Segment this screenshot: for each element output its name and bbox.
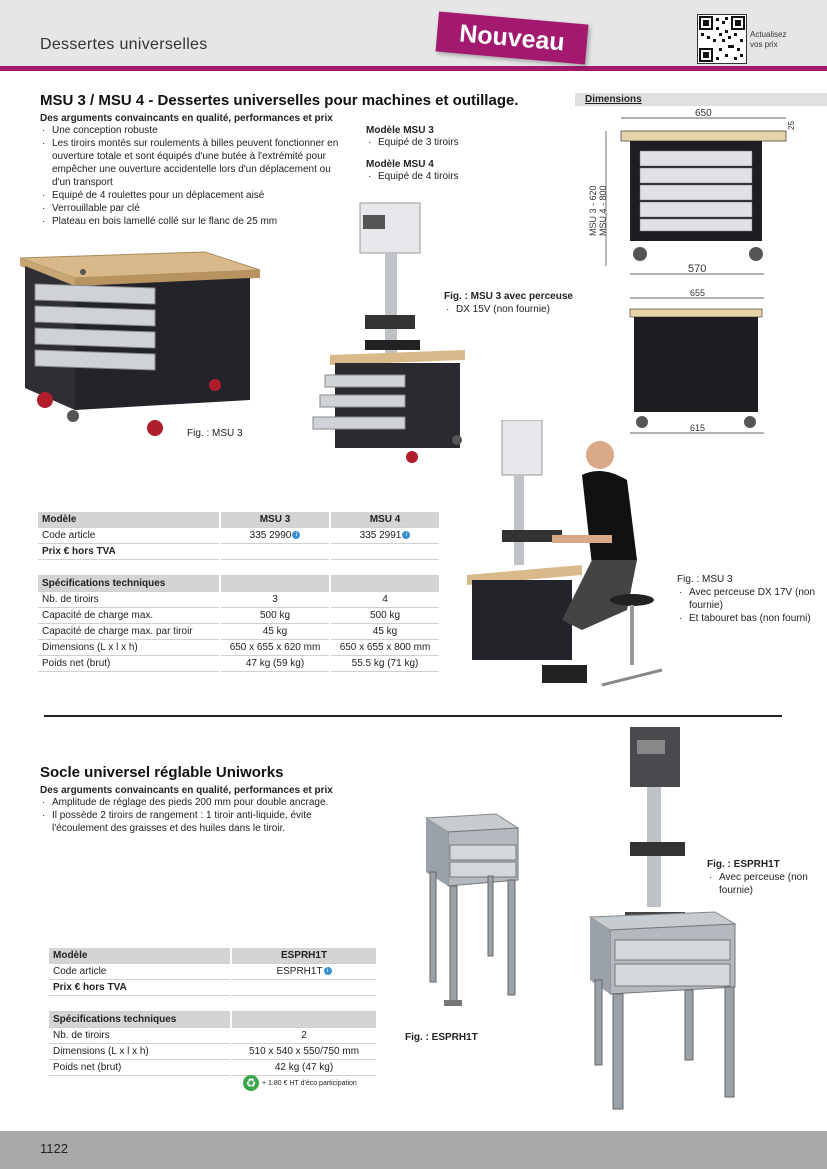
header-accent-line: [0, 66, 827, 71]
dim-top-width: 650: [695, 108, 712, 119]
table-row: Prix € hors TVA: [49, 980, 376, 996]
fig-stand-caption: Fig. : ESPRH1T: [405, 1032, 478, 1043]
table-row: Code article ESPRH1T i: [49, 964, 376, 980]
info-icon[interactable]: i: [324, 967, 332, 975]
dim-bottom-width: 570: [688, 263, 707, 275]
dim-side-top: 655: [690, 288, 706, 298]
fig-msu3-caption: Fig. : MSU 3: [187, 428, 243, 439]
footer-bar: [0, 1131, 827, 1169]
qr-caption: Actualisez vos prix: [750, 30, 787, 49]
table-row: Prix € hors TVA: [38, 544, 439, 560]
fig-perceuse-caption: Fig. : MSU 3 avec perceuse · DX 15V (non fournie): [444, 290, 594, 316]
fig-operator-title: Fig. : MSU 3: [677, 574, 733, 585]
msu-title: MSU 3 / MSU 4 - Dessertes universelles pour machines et outillage.: [40, 92, 519, 109]
section-title: Dessertes universelles: [40, 36, 208, 53]
socle-title: Socle universel réglable Uniworks: [40, 764, 284, 781]
qr-code-icon[interactable]: [697, 14, 747, 64]
table-row: Dimensions (L x l x h) 510 x 540 x 550/750 mm: [49, 1044, 376, 1060]
table-row: Poids net (brut) 42 kg (47 kg): [49, 1060, 376, 1076]
dimensions-header: Dimensions: [575, 93, 827, 106]
dimensions-drawing: [578, 106, 827, 436]
table-row: Nb. de tiroirs 2: [49, 1028, 376, 1044]
model4-title: Modèle MSU 4: [366, 159, 434, 170]
table-row: Capacité de charge max. par tiroir 45 kg 45 kg: [38, 624, 439, 640]
fig-operator-item: · Et tabouret bas (non fourni): [677, 612, 827, 625]
table-row: Dimensions (L x l x h) 650 x 655 x 620 mm 650 x 655 x 800 mm: [38, 640, 439, 656]
operator-image: [462, 420, 677, 690]
table-row: Code article 335 2990 i 335 2991 i: [38, 528, 439, 544]
stand-drill-image: [585, 722, 745, 1117]
fig-drill-caption: Fig. : ESPRH1T · Avec perceuse (non fournie): [707, 858, 817, 897]
dim-top-thick: 25: [787, 121, 796, 130]
table-section-row: Spécifications techniques: [38, 576, 439, 592]
socle-spec-table: [49, 948, 376, 1076]
model4-item: · Equipé de 4 tiroirs: [366, 170, 566, 183]
model3-title: Modèle MSU 3: [366, 125, 434, 136]
msu-arguments-title: Des arguments convaincants en qualité, performances et prix: [40, 113, 333, 124]
msu-spec-table: [38, 512, 439, 672]
socle-argument: · Amplitude de réglage des pieds 200 mm pour double ancrage.: [40, 796, 355, 809]
table-header-row: Modèle ESPRH1T: [49, 948, 376, 964]
dim-side-bottom: 615: [690, 423, 706, 433]
msu3-drill-image: [305, 195, 470, 470]
table-row: Capacité de charge max. 500 kg 500 kg: [38, 608, 439, 624]
socle-arguments: [40, 785, 360, 835]
msu-argument: · Les tiroirs montés sur roulements à billes peuvent fonctionner en ouverture totale et sont équipés d'une butée à l'extrémité pour empêcher une ouverture accidentelle lors d'un déplacement ou d'un transport: [40, 137, 350, 189]
socle-arguments-title: Des arguments convaincants en qualité, performances et prix: [40, 785, 333, 796]
table-row: [38, 560, 439, 576]
page-number: 1122: [40, 1141, 68, 1156]
table-row: [49, 996, 376, 1012]
fig-operator-item: · Avec perceuse DX 17V (non fournie): [677, 586, 827, 612]
msu-argument: · Equipé de 4 roulettes pour un déplacement aisé: [40, 189, 350, 202]
msu-argument: · Une conception robuste: [40, 124, 350, 137]
eco-note: [243, 1075, 357, 1091]
msu3-product-image: [15, 240, 265, 445]
msu-models: [366, 125, 566, 183]
fig-operator-caption: [677, 573, 827, 625]
table-section-row: Spécifications techniques: [49, 1012, 376, 1028]
msu-argument: · Plateau en bois lamellé collé sur le flanc de 25 mm: [40, 215, 350, 228]
info-icon[interactable]: i: [292, 531, 300, 539]
recycle-icon: ♻: [243, 1075, 259, 1091]
new-badge: Nouveau: [436, 12, 589, 65]
dim-height-3: MSU 3 - 620: [588, 185, 598, 236]
section-divider: [44, 715, 782, 717]
table-row: Nb. de tiroirs 3 4: [38, 592, 439, 608]
fig-perceuse-item: · DX 15V (non fournie): [444, 303, 594, 316]
stand-image: [418, 810, 526, 1010]
info-icon[interactable]: i: [402, 531, 410, 539]
fig-drill-item: · Avec perceuse (non fournie): [707, 871, 817, 897]
dim-height-4: MSU 4 - 800: [598, 185, 608, 236]
table-row: Poids net (brut) 47 kg (59 kg) 55.5 kg (71 kg): [38, 656, 439, 672]
table-header-row: Modèle MSU 3 MSU 4: [38, 512, 439, 528]
msu-argument: · Verrouillable par clé: [40, 202, 350, 215]
model3-item: · Equipé de 3 tiroirs: [366, 136, 566, 149]
socle-argument: · Il possède 2 tiroirs de rangement : 1 tiroir anti-liquide, évite l'écoulement des graisses et des huiles dans le tiroir.: [40, 809, 355, 835]
eco-note-text: + 1.80 € HT d'éco participation: [262, 1079, 357, 1087]
